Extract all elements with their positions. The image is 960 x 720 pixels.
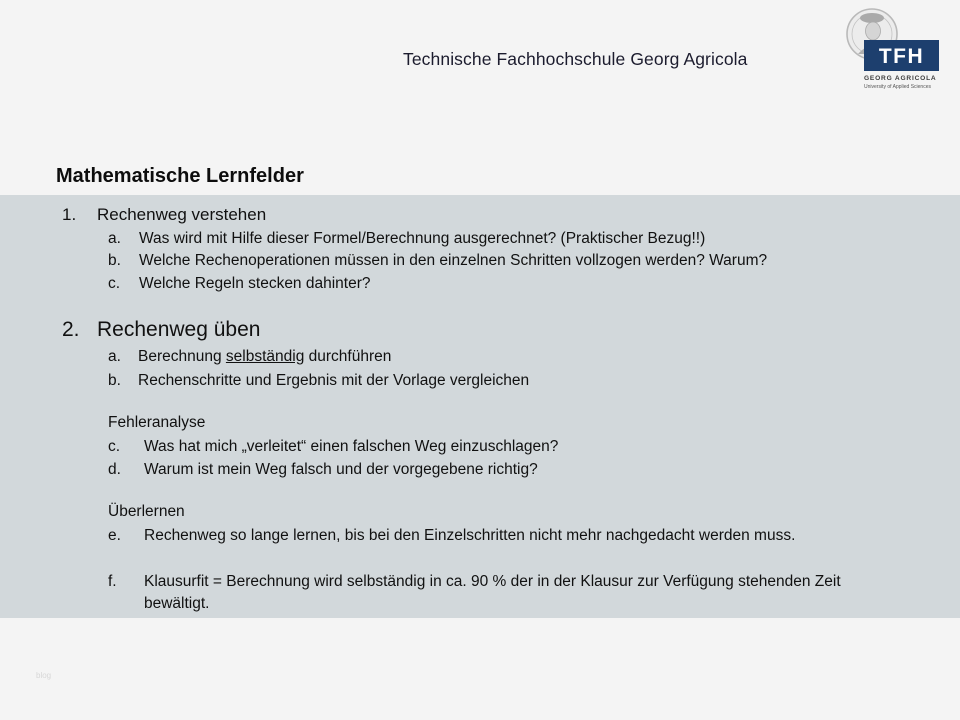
item-label: a. xyxy=(108,230,121,247)
item-label: c. xyxy=(108,438,121,455)
item-text xyxy=(138,346,391,368)
item-text: Welche Regeln stecken dahinter? xyxy=(139,275,371,292)
section-1-heading xyxy=(62,205,266,225)
tfh-logo-line2: University of Applied Sciences xyxy=(864,84,931,90)
item-label: d. xyxy=(108,461,121,478)
item-label: b. xyxy=(108,372,121,389)
subsection-heading-fehleranalyse: Fehleranalyse xyxy=(108,414,206,431)
watermark: blog xyxy=(36,671,52,680)
item-label: f. xyxy=(108,573,117,590)
section-2-item-b xyxy=(108,370,529,392)
item-text: Klausurfit = Berechnung wird selbständig in ca. 90 % der in der Klausur zur Verfügung stehenden Zeit bewältigt. xyxy=(144,573,841,612)
slide-title: Mathematische Lernfelder xyxy=(56,165,304,187)
item-label: a. xyxy=(108,348,121,365)
section-1-number: 1. xyxy=(62,205,77,224)
section-2-item-f xyxy=(108,571,864,615)
section-2-number: 2. xyxy=(62,318,80,341)
section-1-item-a xyxy=(108,228,705,250)
subsection-heading-ueberlernen: Überlernen xyxy=(108,503,185,520)
section-2-item-a xyxy=(108,346,391,368)
section-2-heading xyxy=(62,318,260,342)
section-2-item-e xyxy=(108,525,904,547)
section-1-item-b xyxy=(108,250,767,272)
item-label: b. xyxy=(108,252,121,269)
section-2-item-c xyxy=(108,436,558,458)
item-text: Rechenschritte und Ergebnis mit der Vorlage vergleichen xyxy=(138,372,530,389)
section-1-title: Rechenweg verstehen xyxy=(97,205,267,224)
item-label: e. xyxy=(108,527,121,544)
item-text: Was hat mich „verleitet“ einen falschen Weg einzuschlagen? xyxy=(144,438,559,455)
item-text: Warum ist mein Weg falsch und der vorgegebene richtig? xyxy=(144,461,538,478)
tfh-logo xyxy=(838,4,948,96)
item-text: Welche Rechenoperationen müssen in den einzelnen Schritten vollzogen werden? Warum? xyxy=(139,252,768,269)
tfh-logo-graphic xyxy=(838,4,948,96)
section-1-item-c xyxy=(108,273,371,295)
tfh-logo-line1: GEORG AGRICOLA xyxy=(864,75,937,82)
section-2-title: Rechenweg üben xyxy=(97,318,261,341)
section-2-item-d xyxy=(108,459,538,481)
institution-name: Technische Fachhochschule Georg Agricola xyxy=(403,49,748,69)
item-text-post: durchführen xyxy=(304,348,392,365)
tfh-logo-acronym: TFH xyxy=(878,45,925,68)
item-text: Rechenweg so lange lernen, bis bei den Einzelschritten nicht mehr nachgedacht werden muss. xyxy=(144,527,796,544)
item-text: Was wird mit Hilfe dieser Formel/Berechnung ausgerechnet? (Praktischer Bezug!!) xyxy=(139,230,706,247)
item-text-pre: Berechnung xyxy=(138,348,226,365)
emphasis-selbstaendig: selbständig xyxy=(225,348,305,365)
item-label: c. xyxy=(108,275,121,292)
